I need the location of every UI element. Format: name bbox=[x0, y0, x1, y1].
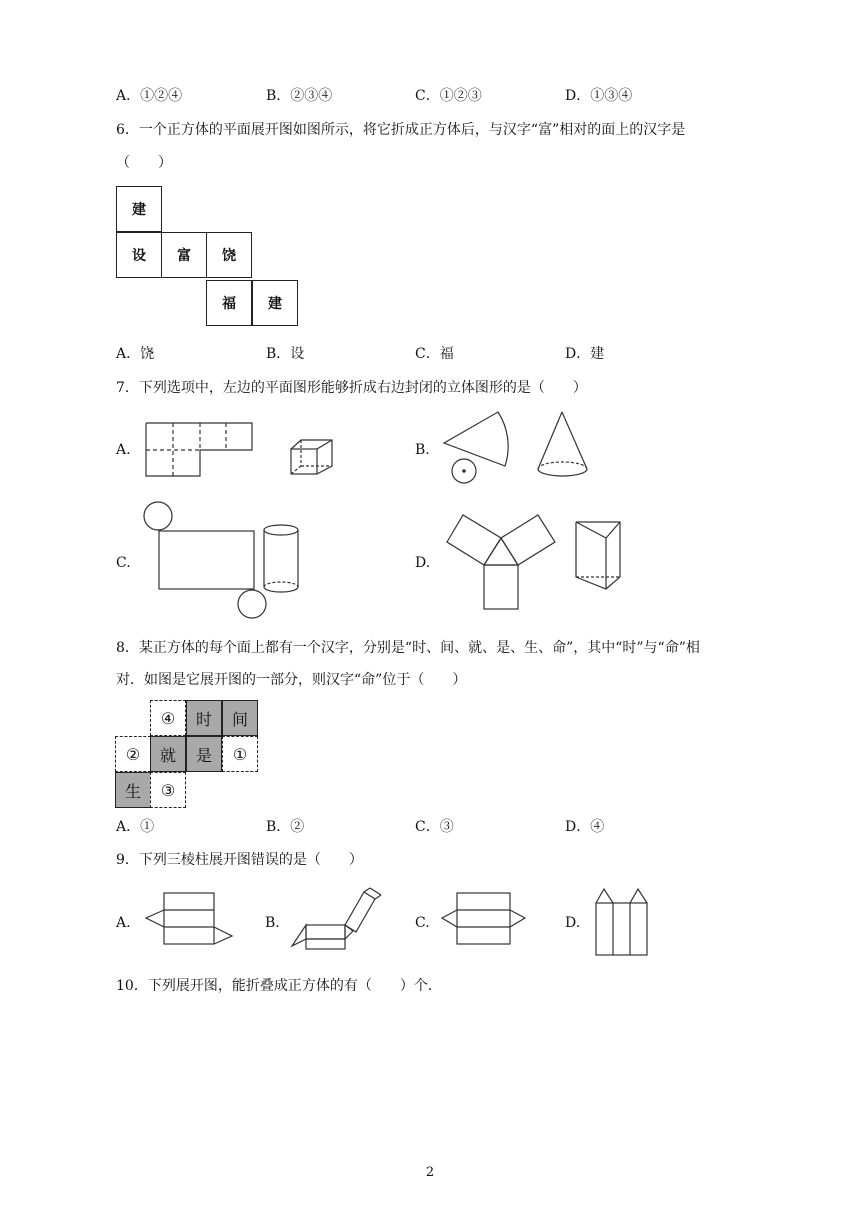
q6-answer-paren: （ ） bbox=[116, 155, 172, 171]
q9-label-b: B. bbox=[265, 915, 280, 931]
q7-label-c: C. bbox=[116, 555, 131, 571]
q8-option-c: C．③ bbox=[415, 819, 454, 835]
q10-question-text: 10．下列展开图，能折叠成正方体的有（ ）个． bbox=[116, 978, 442, 994]
q8-cell-1: ① bbox=[222, 736, 258, 772]
q8-option-a: A．① bbox=[116, 819, 155, 835]
q9-option-b-figure bbox=[292, 888, 381, 949]
q6-cell-5: 福 bbox=[206, 280, 252, 326]
q5-option-a: A．①②④ bbox=[116, 88, 183, 104]
q7-question-text: 7．下列选项中，左边的平面图形能够折成右边封闭的立体图形的是（ ） bbox=[116, 380, 587, 396]
q7-label-b: B. bbox=[415, 442, 430, 458]
q8-cell-jian: 间 bbox=[222, 700, 258, 736]
q6-cell-4: 饶 bbox=[206, 232, 252, 278]
q8-cell-2: ② bbox=[115, 736, 151, 772]
q6-cell-6: 建 bbox=[252, 280, 298, 326]
q9-label-d: D. bbox=[565, 915, 581, 931]
q6-option-b: B．设 bbox=[266, 346, 305, 362]
q8-option-d: D．④ bbox=[565, 819, 605, 835]
q9-option-c-figure bbox=[442, 893, 525, 944]
q8-question-text-1: 8．某正方体的每个面上都有一个汉字，分别是“时、间、就、是、生、命”，其中“时”与“命”相 bbox=[116, 640, 700, 656]
q9-option-d-figure bbox=[596, 889, 647, 955]
page-number: 2 bbox=[425, 1165, 435, 1180]
q7-label-d: D. bbox=[415, 555, 431, 571]
q9-option-a-figure bbox=[146, 893, 232, 944]
q5-option-d: D．①③④ bbox=[565, 88, 633, 104]
q8-cell-4: ④ bbox=[150, 700, 186, 736]
q8-option-b: B．② bbox=[266, 819, 305, 835]
q6-option-a: A．饶 bbox=[116, 346, 155, 362]
q8-cell-shi2: 是 bbox=[186, 736, 222, 772]
q8-cell-jiu: 就 bbox=[150, 736, 186, 772]
q9-question-text: 9．下列三棱柱展开图错误的是（ ） bbox=[116, 852, 363, 868]
q6-question-text: 6．一个正方体的平面展开图如图所示，将它折成正方体后，与汉字“富”相对的面上的汉字是 bbox=[116, 122, 686, 138]
q6-cell-3: 富 bbox=[161, 232, 207, 278]
q9-label-c: C. bbox=[415, 915, 430, 931]
q5-option-b: B．②③④ bbox=[266, 88, 333, 104]
q8-cell-3: ③ bbox=[150, 772, 186, 808]
q8-cell-shi: 时 bbox=[186, 700, 222, 736]
q6-cell-2: 设 bbox=[116, 232, 162, 278]
q7-label-a: A. bbox=[116, 442, 131, 458]
q6-cell-1: 建 bbox=[116, 186, 162, 232]
q6-option-c: C．福 bbox=[415, 346, 454, 362]
q8-cell-sheng: 生 bbox=[115, 772, 151, 808]
q8-question-text-2: 对．如图是它展开图的一部分，则汉字“命”位于（ ） bbox=[116, 672, 467, 688]
q6-option-d: D．建 bbox=[565, 346, 605, 362]
q5-option-c: C．①②③ bbox=[415, 88, 482, 104]
q9-label-a: A. bbox=[116, 915, 131, 931]
